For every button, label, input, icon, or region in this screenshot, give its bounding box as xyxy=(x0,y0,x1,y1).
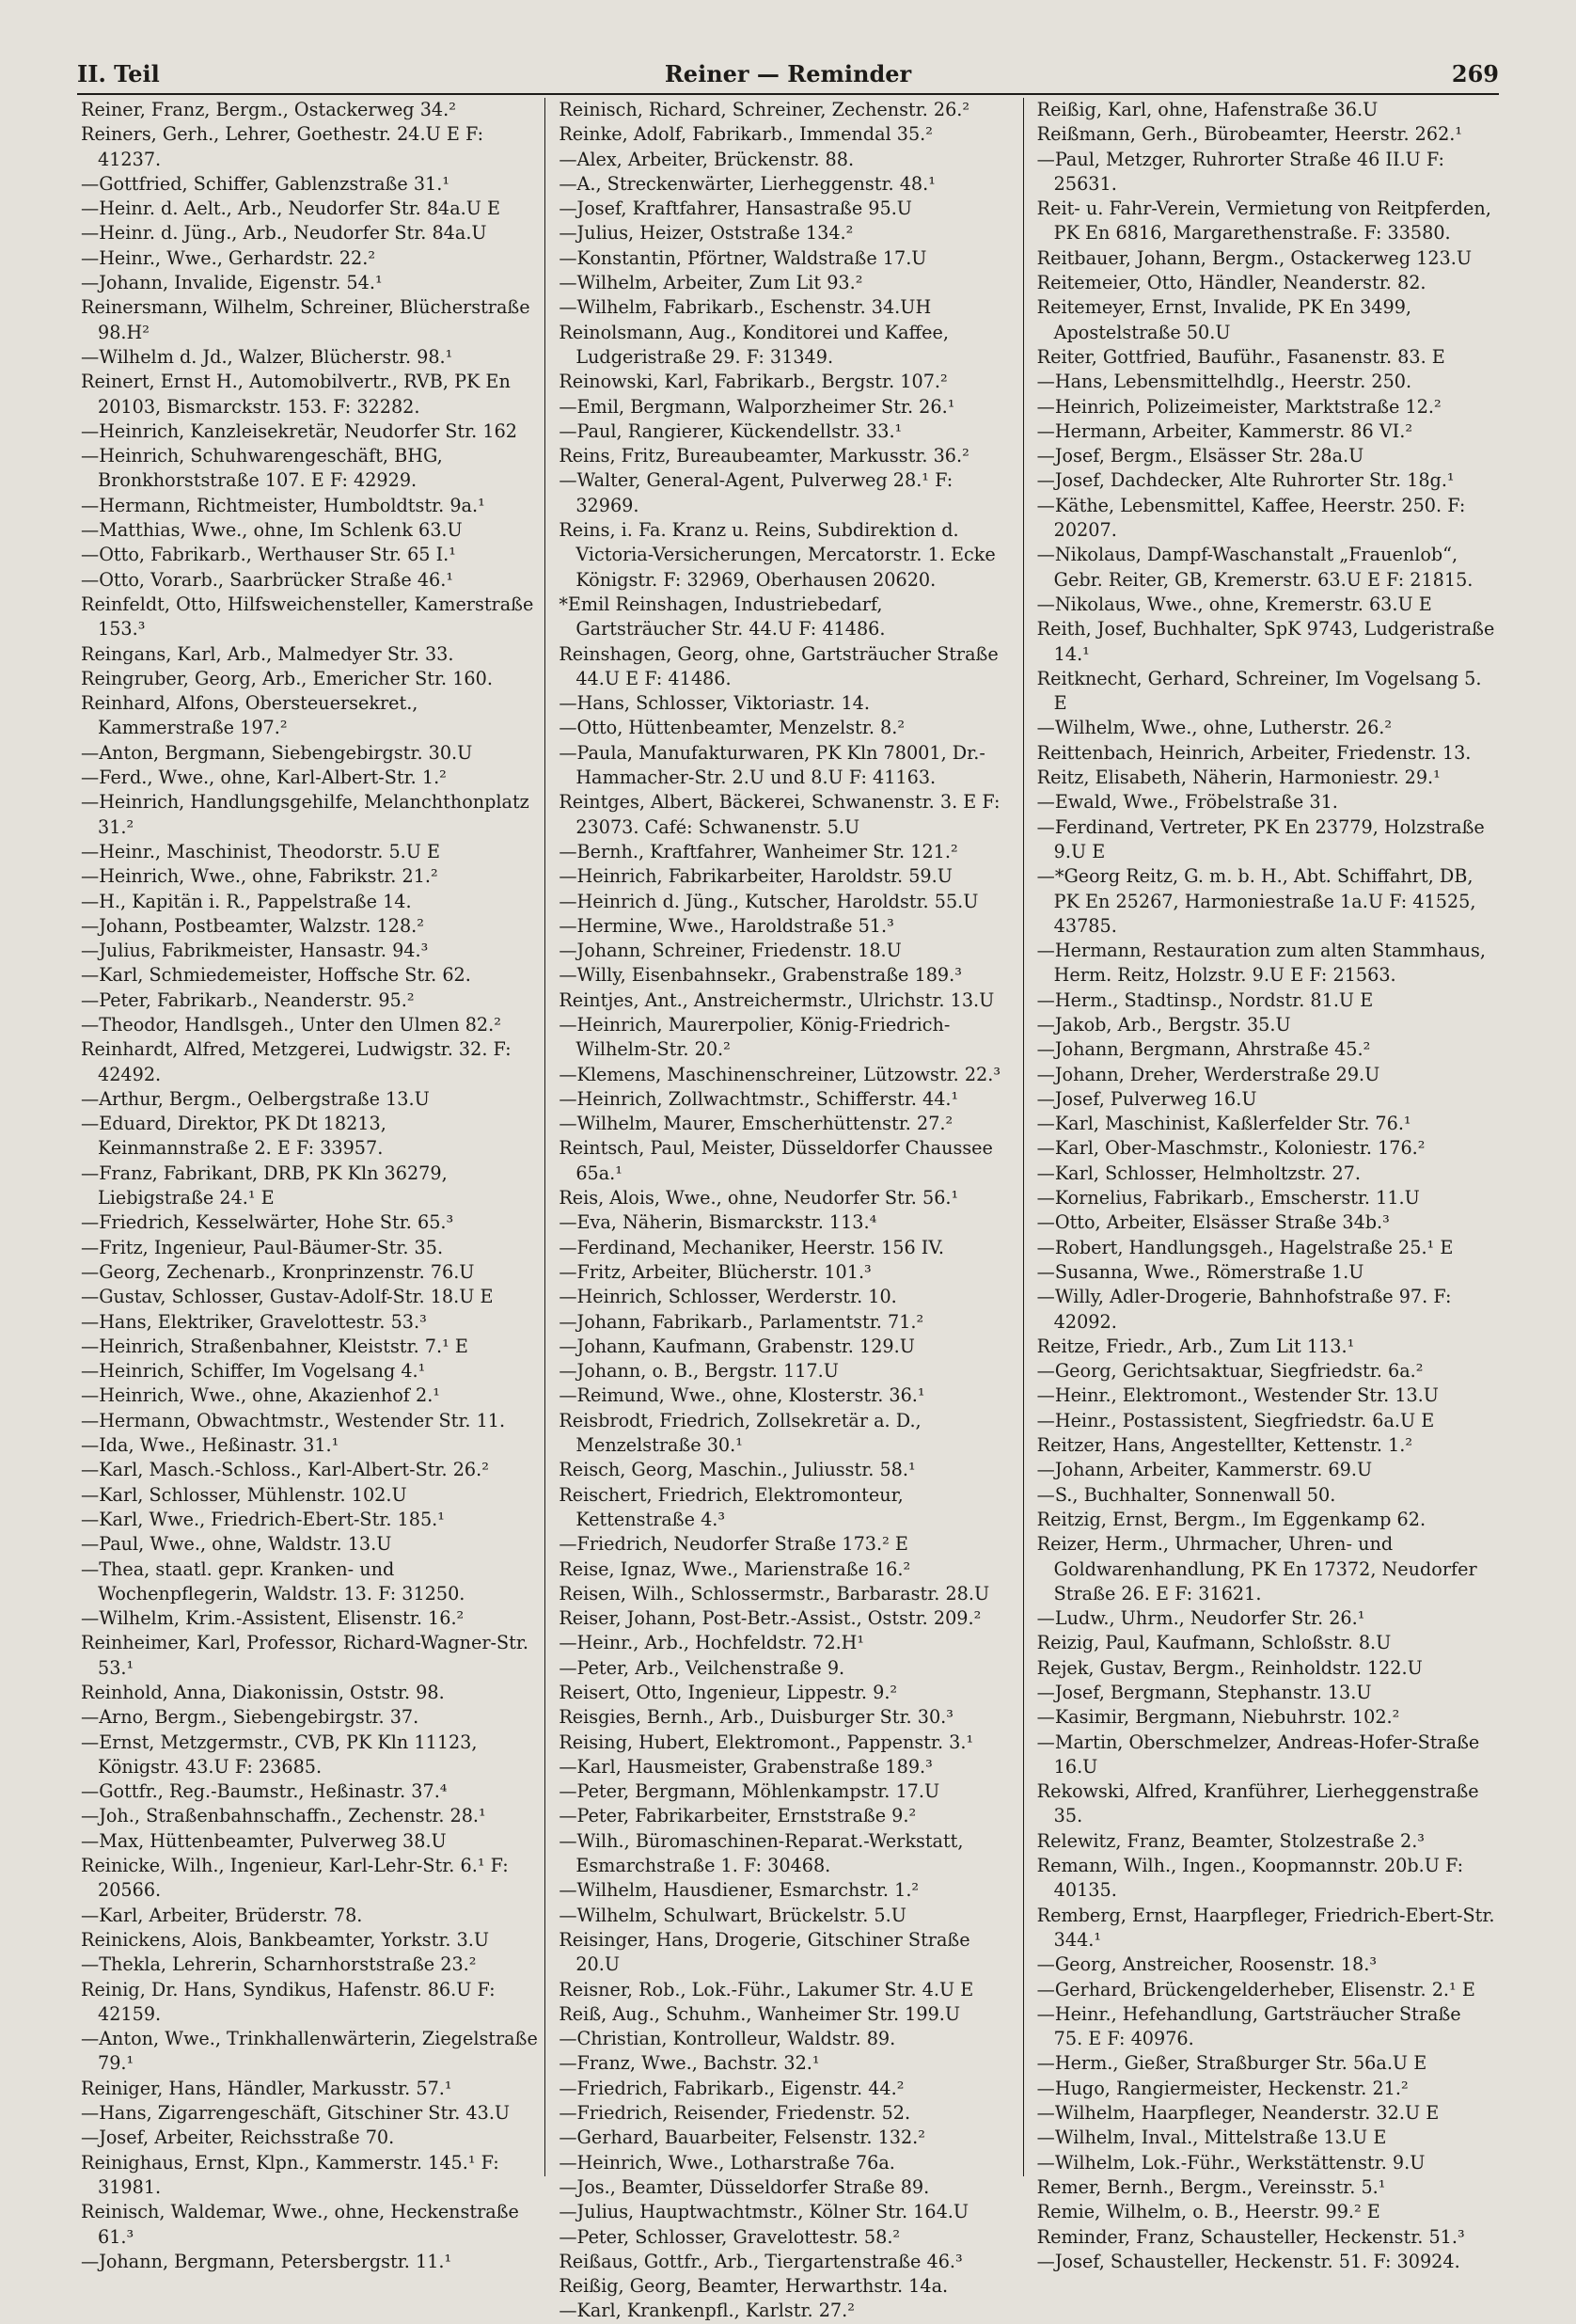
directory-entry: —Hans, Elektriker, Gravelottestr. 53.³ xyxy=(81,1310,427,1333)
directory-entry: Reißaus, Gottfr., Arb., Tiergartenstraße 46.³ xyxy=(559,2250,963,2272)
directory-entry: Reminder, Franz, Schausteller, Heckenstr. 51.³ xyxy=(1036,2225,1465,2248)
directory-entry: —Wilhelm, Fabrikarb., Eschenstr. 34.UH xyxy=(559,296,932,319)
directory-entry: —Wilhelm, Hausdiener, Esmarchstr. 1.² xyxy=(559,1879,920,1902)
directory-entry: —Johann, Bergmann, Petersbergstr. 11.¹ xyxy=(81,2250,452,2272)
directory-entry: —Nikolaus, Dampf-Waschanstalt „Frauenlob“, Gebr. Reiter, GB, Kremerstr. 63.U E F: 21815. xyxy=(1036,544,1474,591)
directory-entry: —Klemens, Maschinenschreiner, Lützowstr. 22.³ xyxy=(559,1063,1001,1085)
directory-entry: —Josef, Dachdecker, Alte Ruhrorter Str. 18g.¹ xyxy=(1036,469,1455,492)
directory-entry: —Wilhelm, Schulwart, Brückelstr. 5.U xyxy=(559,1904,906,1926)
directory-entry: —Otto, Fabrikarb., Werthauser Str. 65 I.¹ xyxy=(81,544,456,566)
directory-entry: Reit- u. Fahr-Verein, Vermietung von Reitpferden, PK En 6816, Margarethenstraße. F: 33580. xyxy=(1036,198,1491,245)
directory-entry: Reinhardt, Alfred, Metzgerei, Ludwigstr. 32. F: 42492. xyxy=(81,1038,512,1085)
directory-entry: Reith, Josef, Buchhalter, SpK 9743, Ludgeristraße 14.¹ xyxy=(1036,618,1495,665)
directory-entry: Reißig, Karl, ohne, Hafenstraße 36.U xyxy=(1036,99,1379,120)
directory-entry: —Hugo, Rangiermeister, Heckenstr. 21.² xyxy=(1036,2077,1409,2099)
directory-entry: —Hans, Lebensmittelhdlg., Heerstr. 250. xyxy=(1036,371,1412,393)
column-3 xyxy=(1032,98,1501,2272)
directory-entry: —Josef, Arbeiter, Reichsstraße 70. xyxy=(81,2126,395,2149)
directory-entry: —Hermann, Arbeiter, Kammerstr. 86 VI.² xyxy=(1036,419,1413,442)
directory-entry: —Eduard, Direktor, PK Dt 18213, Keinmannstraße 2. E F: 33957. xyxy=(81,1113,386,1160)
directory-entry: —Wilhelm, Krim.-Assistent, Elisenstr. 16.² xyxy=(81,1607,465,1630)
page-number: 269 xyxy=(1451,60,1499,87)
directory-entry: —Paul, Rangierer, Kückendellstr. 33.¹ xyxy=(559,419,903,442)
directory-entry: —Arno, Bergm., Siebengebirgstr. 37. xyxy=(81,1706,419,1729)
directory-entry: Reinisch, Waldemar, Wwe., ohne, Heckenstraße 61.³ xyxy=(81,2201,519,2248)
directory-entry: Reißmann, Gerh., Bürobeamter, Heerstr. 262.¹ xyxy=(1036,123,1463,146)
directory-entry: —Julius, Hauptwachtmstr., Kölner Str. 164.U xyxy=(559,2201,969,2223)
page-range-title: Reiner — Reminder xyxy=(664,60,912,87)
directory-entry: —Peter, Bergmann, Möhlenkampstr. 17.U xyxy=(559,1780,940,1803)
directory-entry: —Thea, staatl. gepr. Kranken- und Wochenpflegerin, Waldstr. 13. F: 31250. xyxy=(81,1557,465,1605)
directory-entry: Reizer, Herm., Uhrmacher, Uhren- und Goldwarenhandlung, PK En 17372, Neudorfer Straße 26. E F: 31621. xyxy=(1036,1533,1477,1605)
directory-entry: —Heinrich, Straßenbahner, Kleiststr. 7.¹ E xyxy=(81,1335,468,1357)
directory-entry: —Fritz, Arbeiter, Blücherstr. 101.³ xyxy=(559,1260,872,1283)
directory-entry: —Franz, Wwe., Bachstr. 32.¹ xyxy=(559,2052,820,2075)
directory-entry: Reiniger, Hans, Händler, Markusstr. 57.¹ xyxy=(81,2077,452,2099)
directory-entry: —Hermann, Obwachtmstr., Westender Str. 11. xyxy=(81,1409,506,1431)
directory-entry: —Otto, Vorarb., Saarbrücker Straße 46.¹ xyxy=(81,568,454,591)
directory-entry: Reinowski, Karl, Fabrikarb., Bergstr. 107.² xyxy=(559,371,948,393)
directory-entry: —Otto, Arbeiter, Elsässer Straße 34b.³ xyxy=(1036,1211,1390,1234)
directory-entry: —Herm., Gießer, Straßburger Str. 56a.U E xyxy=(1036,2052,1427,2075)
directory-entry: —Friedrich, Reisender, Friedenstr. 52. xyxy=(559,2102,911,2125)
directory-entry: Reisbrodt, Friedrich, Zollsekretär a. D., Menzelstraße 30.¹ xyxy=(559,1409,922,1457)
directory-entry: —Anton, Bergmann, Siebengebirgstr. 30.U xyxy=(81,741,473,764)
directory-entry: —Johann, Dreher, Werderstraße 29.U xyxy=(1036,1063,1380,1085)
directory-entry: —Johann, Fabrikarb., Parlamentstr. 71.² xyxy=(559,1310,924,1333)
directory-entry: —Johann, Invalide, Eigenstr. 54.¹ xyxy=(81,272,383,294)
directory-entry: Reinheimer, Karl, Professor, Richard-Wagner-Str. 53.¹ xyxy=(81,1632,529,1679)
directory-entry: Reitz, Elisabeth, Näherin, Harmoniestr. 29.¹ xyxy=(1036,767,1441,789)
directory-entry: —Emil, Bergmann, Walporzheimer Str. 26.¹ xyxy=(559,395,955,418)
directory-entry: Reitzig, Ernst, Bergm., Im Eggenkamp 62. xyxy=(1036,1508,1426,1530)
directory-entry: —Josef, Kraftfahrer, Hansastraße 95.U xyxy=(559,198,912,220)
directory-entry: Reiter, Gottfried, Bauführ., Fasanenstr. 83. E xyxy=(1036,345,1445,368)
directory-entry: —Arthur, Bergm., Oelbergstraße 13.U xyxy=(81,1087,430,1110)
directory-entry: Remberg, Ernst, Haarpfleger, Friedrich-Ebert-Str. 344.¹ xyxy=(1036,1904,1495,1951)
directory-entry: Reitknecht, Gerhard, Schreiner, Im Vogelsang 5. E xyxy=(1036,667,1482,715)
directory-entry: —Willy, Eisenbahnsekr., Grabenstraße 189.³ xyxy=(559,964,962,987)
directory-entry: Reising, Hubert, Elektromont., Pappenstr. 3.¹ xyxy=(559,1731,974,1753)
directory-entry: Reintsch, Paul, Meister, Düsseldorfer Chaussee 65a.¹ xyxy=(559,1137,993,1184)
directory-entry: Reitemeier, Otto, Händler, Neanderstr. 82. xyxy=(1036,272,1426,294)
directory-entry: —Paul, Wwe., ohne, Waldstr. 13.U xyxy=(81,1533,392,1556)
directory-entry: —Kornelius, Fabrikarb., Emscherstr. 11.U xyxy=(1036,1187,1420,1209)
directory-entry: Reizig, Paul, Kaufmann, Schloßstr. 8.U xyxy=(1036,1632,1392,1654)
directory-entry: Reinickens, Alois, Bankbeamter, Yorkstr. 3.U xyxy=(81,1928,490,1951)
column-2 xyxy=(553,98,1023,2322)
directory-entry: —*Georg Reitz, G. m. b. H., Abt. Schiffahrt, DB, PK En 25267, Harmoniestraße 1a.U F: 41525, 43785. xyxy=(1036,865,1476,937)
directory-entry: —Ludw., Uhrm., Neudorfer Str. 26.¹ xyxy=(1036,1607,1365,1630)
directory-entry: Reintjes, Ant., Anstreichermstr., Ulrichstr. 13.U xyxy=(559,988,995,1011)
directory-entry: —Paula, Manufakturwaren, PK Kln 78001, Dr.-Hammacher-Str. 2.U und 8.U F: 41163. xyxy=(559,741,985,789)
directory-entry: Reins, i. Fa. Kranz u. Reins, Subdirektion d. Victoria-Versicherungen, Mercatorstr. 1. Ecke Königstr. F: 32969, Oberhausen 20620. xyxy=(559,519,996,591)
directory-entry: —S., Buchhalter, Sonnenwall 50. xyxy=(1036,1483,1336,1506)
directory-entry: Reinig, Dr. Hans, Syndikus, Hafenstr. 86.U F: 42159. xyxy=(81,1978,496,2025)
directory-entry: Relewitz, Franz, Beamter, Stolzestraße 2.³ xyxy=(1036,1829,1425,1852)
directory-entry: Reinersmann, Wilhelm, Schreiner, Blücherstraße 98.H² xyxy=(81,296,530,343)
directory-entry: Remann, Wilh., Ingen., Koopmannstr. 20b.U F: 40135. xyxy=(1036,1855,1464,1902)
page-header xyxy=(77,60,1499,98)
directory-entry: Reise, Ignaz, Wwe., Marienstraße 16.² xyxy=(559,1557,911,1580)
directory-entry: —Johann, o. B., Bergstr. 117.U xyxy=(559,1360,839,1383)
directory-entry: Reins, Fritz, Bureaubeamter, Markusstr. 36.² xyxy=(559,445,969,467)
directory-entry: —Heinr., Wwe., Gerhardstr. 22.² xyxy=(81,246,376,269)
directory-entry: Reisert, Otto, Ingenieur, Lippestr. 9.² xyxy=(559,1682,898,1703)
directory-entry: —Karl, Maschinist, Kaßlerfelder Str. 76.¹ xyxy=(1036,1113,1411,1135)
directory-entry: —Ferdinand, Mechaniker, Heerstr. 156 IV. xyxy=(559,1236,944,1258)
directory-entry: Reisner, Rob., Lok.-Führ., Lakumer Str. 4.U E xyxy=(559,1978,974,2000)
directory-entry: —Wilh., Büromaschinen-Reparat.-Werkstatt, Esmarchstraße 1. F: 30468. xyxy=(559,1829,964,1877)
directory-entry: —Heinrich, Schlosser, Werderstr. 10. xyxy=(559,1286,897,1308)
directory-entry: —Heinrich d. Jüng., Kutscher, Haroldstr. 55.U xyxy=(559,890,979,912)
directory-entry: —Otto, Hüttenbeamter, Menzelstr. 8.² xyxy=(559,717,906,739)
directory-entry: —Karl, Schlosser, Mühlenstr. 102.U xyxy=(81,1483,407,1506)
directory-entry: —Karl, Krankenpfl., Karlstr. 27.² xyxy=(559,2300,855,2322)
directory-entry: —Gottfried, Schiffer, Gablenzstraße 31.¹ xyxy=(81,172,450,195)
directory-entry: —Hans, Schlosser, Viktoriastr. 14. xyxy=(559,692,870,715)
directory-entry: —Friedrich, Fabrikarb., Eigenstr. 44.² xyxy=(559,2077,905,2099)
directory-entry: —Kasimir, Bergmann, Niebuhrstr. 102.² xyxy=(1036,1706,1400,1729)
directory-entry: Remer, Bernh., Bergm., Vereinsstr. 5.¹ xyxy=(1036,2175,1386,2198)
directory-entry: —Johann, Arbeiter, Kammerstr. 69.U xyxy=(1036,1459,1373,1481)
directory-entry: —Theodor, Handlsgeh., Unter den Ulmen 82.² xyxy=(81,1013,501,1036)
directory-entry: —Josef, Pulverweg 16.U xyxy=(1036,1087,1257,1110)
directory-entry: —Heinr. d. Jüng., Arb., Neudorfer Str. 84a.U xyxy=(81,222,487,245)
directory-entry: —Wilhelm, Maurer, Emscherhüttenstr. 27.² xyxy=(559,1113,953,1135)
directory-entry: *Emil Reinshagen, Industriebedarf, Gartsträucher Str. 44.U F: 41486. xyxy=(559,593,886,640)
directory-entry: Reinighaus, Ernst, Klpn., Kammerstr. 145.¹ F: 31981. xyxy=(81,2151,499,2198)
directory-entry: Reisen, Wilh., Schlossermstr., Barbarastr. 28.U xyxy=(559,1582,990,1605)
header-rule xyxy=(77,93,1499,95)
directory-entry: —Georg, Gerichtsaktuar, Siegfriedstr. 6a.² xyxy=(1036,1360,1424,1383)
directory-entry: —Hermann, Restauration zum alten Stammhaus, Herm. Reitz, Holzstr. 9.U E F: 21563. xyxy=(1036,940,1486,987)
directory-entry: —Heinr., Elektromont., Westender Str. 13.U xyxy=(1036,1384,1439,1407)
directory-entry: Reinhard, Alfons, Obersteuersekret., Kammerstraße 197.² xyxy=(81,692,418,739)
directory-entry: —Paul, Metzger, Ruhrorter Straße 46 II.U F: 25631. xyxy=(1036,148,1445,195)
directory-entry: —Susanna, Wwe., Römerstraße 1.U xyxy=(1036,1260,1364,1283)
directory-entry: —Heinrich, Schuhwarengeschäft, BHG, Bronkhorststraße 107. E F: 42929. xyxy=(81,445,443,492)
directory-entry: —Reimund, Wwe., ohne, Klosterstr. 36.¹ xyxy=(559,1384,925,1407)
directory-entry: —Friedrich, Kesselwärter, Hohe Str. 65.³ xyxy=(81,1211,454,1234)
directory-entry: —Ida, Wwe., Heßinastr. 31.¹ xyxy=(81,1434,339,1457)
directory-entry: —Julius, Heizer, Oststraße 134.² xyxy=(559,222,854,245)
directory-entry: —Robert, Handlungsgeh., Hagelstraße 25.¹ E xyxy=(1036,1236,1454,1258)
directory-entry: —Karl, Wwe., Friedrich-Ebert-Str. 185.¹ xyxy=(81,1508,445,1530)
directory-entry: —Ewald, Wwe., Fröbelstraße 31. xyxy=(1036,791,1338,814)
directory-entry: —Wilhelm, Arbeiter, Zum Lit 93.² xyxy=(559,272,863,294)
directory-entry: Reitze, Friedr., Arb., Zum Lit 113.¹ xyxy=(1036,1335,1355,1357)
directory-entry: Reis, Alois, Wwe., ohne, Neudorfer Str. 56.¹ xyxy=(559,1187,959,1209)
directory-entry: Reiser, Johann, Post-Betr.-Assist., Oststr. 209.² xyxy=(559,1607,982,1630)
directory-entry: Reinhold, Anna, Diakonissin, Oststr. 98. xyxy=(81,1682,445,1703)
directory-entry: —Josef, Bergmann, Stephanstr. 13.U xyxy=(1036,1682,1372,1703)
directory-entry: —Jos., Beamter, Düsseldorfer Straße 89. xyxy=(559,2175,930,2198)
directory-entry: —Heinr., Hefehandlung, Gartsträucher Straße 75. E F: 40976. xyxy=(1036,2002,1461,2050)
directory-entry: —Heinrich, Zollwachtmstr., Schifferstr. 44.¹ xyxy=(559,1087,959,1110)
directory-entry: —Gerhard, Brückengelderheber, Elisenstr. 2.¹ E xyxy=(1036,1978,1475,2000)
columns xyxy=(75,98,1501,2322)
directory-entry: Reitzer, Hans, Angestellter, Kettenstr. 1.² xyxy=(1036,1434,1413,1457)
directory-entry: —Peter, Schlosser, Gravelottestr. 58.² xyxy=(559,2225,901,2248)
directory-entry: Reisgies, Bernh., Arb., Duisburger Str. 30.³ xyxy=(559,1706,953,1729)
directory-entry: Reinert, Ernst H., Automobilvertr., RVB, PK En 20103, Bismarckstr. 153. F: 32282. xyxy=(81,371,511,418)
directory-entry: —Hermann, Richtmeister, Humboldtstr. 9a.¹ xyxy=(81,494,485,516)
directory-entry: —Johann, Postbeamter, Walzstr. 128.² xyxy=(81,914,424,937)
directory-entry: —Thekla, Lehrerin, Scharnhorststraße 23.² xyxy=(81,1953,477,1976)
directory-entry: Reisch, Georg, Maschin., Juliusstr. 58.¹ xyxy=(559,1459,916,1481)
directory-entry: —Heinrich, Maurerpolier, König-Friedrich-Wilhelm-Str. 20.² xyxy=(559,1013,951,1061)
directory-entry: —A., Streckenwärter, Lierheggenstr. 48.¹ xyxy=(559,172,936,195)
directory-entry: Reinisch, Richard, Schreiner, Zechenstr. 26.² xyxy=(559,99,970,120)
directory-entry: —H., Kapitän i. R., Pappelstraße 14. xyxy=(81,890,412,912)
directory-entry: —Karl, Masch.-Schloss., Karl-Albert-Str. 26.² xyxy=(81,1459,489,1481)
directory-entry: —Heinrich, Schiffer, Im Vogelsang 4.¹ xyxy=(81,1360,426,1383)
directory-entry: —Bernh., Kraftfahrer, Wanheimer Str. 121.² xyxy=(559,840,958,862)
directory-entry: —Martin, Oberschmelzer, Andreas-Hofer-Straße 16.U xyxy=(1036,1731,1480,1778)
directory-entry: —Peter, Arb., Veilchenstraße 9. xyxy=(559,1656,845,1679)
directory-entry: —Heinr., Maschinist, Theodorstr. 5.U E xyxy=(81,840,441,862)
directory-entry: —Georg, Anstreicher, Roosenstr. 18.³ xyxy=(1036,1953,1378,1976)
directory-entry: —Johann, Kaufmann, Grabenstr. 129.U xyxy=(559,1335,915,1357)
directory-entry: Reiners, Gerh., Lehrer, Goethestr. 24.U E F: 41237. xyxy=(81,123,484,170)
directory-entry: —Herm., Stadtinsp., Nordstr. 81.U E xyxy=(1036,988,1374,1011)
directory-entry: —Josef, Bergm., Elsässer Str. 28a.U xyxy=(1036,445,1364,467)
directory-entry: —Anton, Wwe., Trinkhallenwärterin, Ziegelstraße 79.¹ xyxy=(81,2028,538,2075)
directory-entry: —Hans, Zigarrengeschäft, Gitschiner Str. 43.U xyxy=(81,2102,511,2125)
directory-entry: —Franz, Fabrikant, DRB, PK Kln 36279, Liebigstraße 24.¹ E xyxy=(81,1162,448,1209)
directory-entry: —Jakob, Arb., Bergstr. 35.U xyxy=(1036,1013,1291,1036)
directory-entry: Rekowski, Alfred, Kranführer, Lierheggenstraße 35. xyxy=(1036,1780,1479,1827)
directory-entry: Reitemeyer, Ernst, Invalide, PK En 3499, Apostelstraße 50.U xyxy=(1036,296,1412,343)
directory-entry: Reinshagen, Georg, ohne, Gartsträucher Straße 44.U E F: 41486. xyxy=(559,642,999,689)
directory-entry: —Willy, Adler-Drogerie, Bahnhofstraße 97. F: 42092. xyxy=(1036,1286,1452,1333)
directory-entry: Reitbauer, Johann, Bergm., Ostackerweg 123.U xyxy=(1036,246,1473,269)
directory-entry: —Max, Hüttenbeamter, Pulverweg 38.U xyxy=(81,1829,447,1852)
directory-entry: —Heinrich, Wwe., ohne, Fabrikstr. 21.² xyxy=(81,865,438,888)
directory-entry: —Käthe, Lebensmittel, Kaffee, Heerstr. 250. F: 20207. xyxy=(1036,494,1466,542)
directory-entry: —Nikolaus, Wwe., ohne, Kremerstr. 63.U E xyxy=(1036,593,1432,615)
directory-entry: Reingruber, Georg, Arb., Emericher Str. 160. xyxy=(81,667,493,689)
directory-entry: —Heinrich, Wwe., ohne, Akazienhof 2.¹ xyxy=(81,1384,440,1407)
directory-entry: Reiner, Franz, Bergm., Ostackerweg 34.² xyxy=(81,99,456,120)
directory-entry: —Alex, Arbeiter, Brückenstr. 88. xyxy=(559,148,855,170)
directory-entry: —Christian, Kontrolleur, Waldstr. 89. xyxy=(559,2028,896,2050)
directory-entry: —Konstantin, Pförtner, Waldstraße 17.U xyxy=(559,246,927,269)
directory-entry: —Johann, Schreiner, Friedenstr. 18.U xyxy=(559,940,902,962)
directory-entry: —Peter, Fabrikarb., Neanderstr. 95.² xyxy=(81,988,415,1011)
directory-entry: —Ferd., Wwe., ohne, Karl-Albert-Str. 1.² xyxy=(81,767,447,789)
directory-entry: Reinke, Adolf, Fabrikarb., Immendal 35.² xyxy=(559,123,933,146)
directory-entry: Reischert, Friedrich, Elektromonteur, Kettenstraße 4.³ xyxy=(559,1483,904,1530)
directory-entry: —Heinr., Postassistent, Siegfriedstr. 6a.U E xyxy=(1036,1409,1435,1431)
directory-entry: —Heinrich, Fabrikarbeiter, Haroldstr. 59.U xyxy=(559,865,953,888)
directory-entry: —Karl, Hausmeister, Grabenstraße 189.³ xyxy=(559,1755,933,1778)
directory-entry: —Heinr., Arb., Hochfeldstr. 72.H¹ xyxy=(559,1632,865,1654)
directory-entry: —Ferdinand, Vertreter, PK En 23779, Holzstraße 9.U E xyxy=(1036,815,1485,862)
directory-entry: Reingans, Karl, Arb., Malmedyer Str. 33. xyxy=(81,642,454,665)
directory-entry: —Wilhelm, Haarpfleger, Neanderstr. 32.U E xyxy=(1036,2102,1440,2125)
directory-entry: Reinolsmann, Aug., Konditorei und Kaffee, Ludgeristraße 29. F: 31349. xyxy=(559,321,949,368)
directory-entry: —Eva, Näherin, Bismarckstr. 113.⁴ xyxy=(559,1211,877,1234)
directory-entry: —Fritz, Ingenieur, Paul-Bäumer-Str. 35. xyxy=(81,1236,444,1258)
directory-entry: —Peter, Fabrikarbeiter, Ernststraße 9.² xyxy=(559,1805,917,1827)
column-1 xyxy=(75,98,545,2272)
directory-entry: Reinicke, Wilh., Ingenieur, Karl-Lehr-Str. 6.¹ F: 20566. xyxy=(81,1855,509,1902)
directory-entry: —Joh., Straßenbahnschaffn., Zechenstr. 28.¹ xyxy=(81,1805,486,1827)
directory-entry: Reisinger, Hans, Drogerie, Gitschiner Straße 20.U xyxy=(559,1928,970,1976)
directory-entry: —Wilhelm, Lok.-Führ., Werkstättenstr. 9.U xyxy=(1036,2151,1426,2174)
directory-entry: —Matthias, Wwe., ohne, Im Schlenk 63.U xyxy=(81,519,463,542)
directory-entry: —Josef, Schausteller, Heckenstr. 51. F: 30924. xyxy=(1036,2250,1460,2272)
directory-entry: —Wilhelm d. Jd., Walzer, Blücherstr. 98.¹ xyxy=(81,345,453,368)
directory-entry: —Wilhelm, Inval., Mittelstraße 13.U E xyxy=(1036,2126,1387,2149)
directory-entry: —Heinr. d. Aelt., Arb., Neudorfer Str. 84a.U E xyxy=(81,198,501,220)
directory-entry: Reiß, Aug., Schuhm., Wanheimer Str. 199.U xyxy=(559,2002,961,2025)
directory-entry: —Friedrich, Neudorfer Straße 173.² E xyxy=(559,1533,908,1556)
directory-entry: —Heinrich, Kanzleisekretär, Neudorfer Str. 162 xyxy=(81,419,517,442)
directory-entry: —Hermine, Wwe., Haroldstraße 51.³ xyxy=(559,914,894,937)
directory-entry: Remie, Wilhelm, o. B., Heerstr. 99.² E xyxy=(1036,2201,1380,2223)
directory-entry: Reißig, Georg, Beamter, Herwarthstr. 14a. xyxy=(559,2275,949,2298)
directory-entry: —Karl, Schmiedemeister, Hoffsche Str. 62. xyxy=(81,964,471,987)
directory-entry: —Walter, General-Agent, Pulverweg 28.¹ F: 32969. xyxy=(559,469,953,516)
directory-entry: —Gottfr., Reg.-Baumstr., Heßinastr. 37.⁴ xyxy=(81,1780,448,1803)
directory-entry: —Ernst, Metzgermstr., CVB, PK Kln 11123, Königstr. 43.U F: 23685. xyxy=(81,1731,478,1778)
directory-entry: —Heinrich, Polizeimeister, Marktstraße 12.² xyxy=(1036,395,1442,418)
directory-entry: —Georg, Zechenarb., Kronprinzenstr. 76.U xyxy=(81,1260,475,1283)
directory-entry: —Johann, Bergmann, Ahrstraße 45.² xyxy=(1036,1038,1371,1061)
directory-entry: —Karl, Ober-Maschmstr., Koloniestr. 176.² xyxy=(1036,1137,1426,1160)
directory-entry: —Wilhelm, Wwe., ohne, Lutherstr. 26.² xyxy=(1036,717,1393,739)
directory-entry: —Heinrich, Wwe., Lotharstraße 76a. xyxy=(559,2151,895,2174)
directory-entry: —Gerhard, Bauarbeiter, Felsenstr. 132.² xyxy=(559,2126,925,2149)
directory-entry: —Heinrich, Handlungsgehilfe, Melanchthonplatz 31.² xyxy=(81,791,529,838)
directory-entry: —Karl, Arbeiter, Brüderstr. 78. xyxy=(81,1904,363,1926)
directory-entry: Rejek, Gustav, Bergm., Reinholdstr. 122.U xyxy=(1036,1656,1423,1679)
directory-entry: —Karl, Schlosser, Helmholtzstr. 27. xyxy=(1036,1162,1361,1184)
directory-entry: Reittenbach, Heinrich, Arbeiter, Friedenstr. 13. xyxy=(1036,741,1472,764)
directory-entry: Reinfeldt, Otto, Hilfsweichensteller, Kamerstraße 153.³ xyxy=(81,593,534,640)
section-label: II. Teil xyxy=(77,60,160,87)
directory-entry: —Gustav, Schlosser, Gustav-Adolf-Str. 18.U E xyxy=(81,1286,494,1308)
directory-entry: Reintges, Albert, Bäckerei, Schwanenstr. 3. E F: 23073. Café: Schwanenstr. 5.U xyxy=(559,791,1001,838)
directory-entry: —Julius, Fabrikmeister, Hansastr. 94.³ xyxy=(81,940,429,962)
